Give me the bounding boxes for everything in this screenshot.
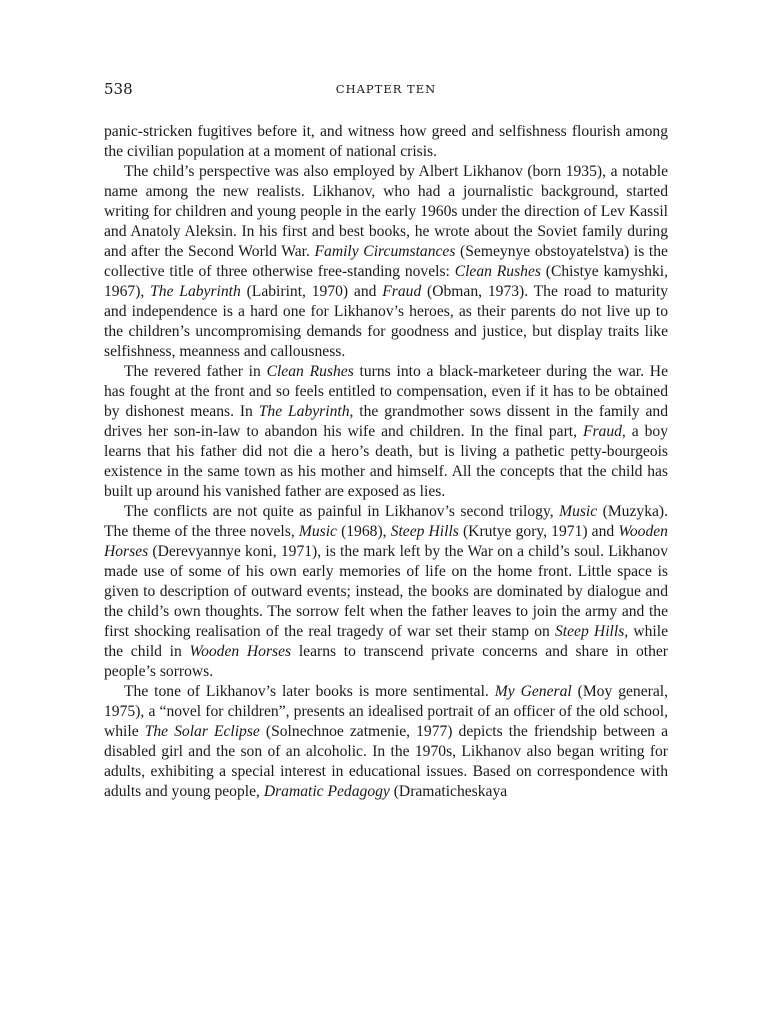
text-run: turns into a black-marketeer during the war. He has fought at the front and so feels entitled to compensation, even if it has to be obtained by dishonest means. In (104, 363, 668, 420)
italic-title: The Labyrinth (258, 403, 350, 420)
italic-title: Music (559, 503, 598, 520)
paragraph-3 (104, 362, 668, 502)
text-run: The tone of Likhanov’s later books is more sentimental. (124, 683, 495, 700)
body-text (104, 122, 668, 802)
italic-title: Wooden Horses (104, 523, 668, 560)
running-head (104, 80, 668, 102)
paragraph-5 (104, 682, 668, 802)
paragraph-4 (104, 502, 668, 682)
text-run: (Solnechnoe zatmenie, 1977) depicts the friendship between a disabled girl and the son of an alcoholic. In the 1970s, Likhanov also began writing for adults, exhibiting a special interest in educational issues. Based on correspondence with adults and young people, (104, 723, 668, 800)
text-run: The conflicts are not quite as painful in Likhanov’s second trilogy, (124, 503, 560, 520)
italic-title: The Solar Eclipse (144, 723, 260, 740)
text-run: (Labirint, 1970) and (240, 283, 383, 300)
text-run: (Krutye gory, 1971) and (458, 523, 619, 540)
text-run: , while the child in (104, 623, 668, 660)
page-number: 538 (104, 80, 133, 98)
paragraph-2 (104, 162, 668, 362)
text-run: (Obman, 1973). The road to maturity and independence is a hard one for Likhanov’s heroes, as their parents do not live up to the children’s uncompromising demands for goodness and justice, but display traits like selfishness, meanness and callousness. (104, 283, 668, 360)
text-run: (Derevyannye koni, 1971), is the mark left by the War on a child’s soul. Likhanov made use of some of his own early memories of life on the home front. Little space is given to description of outward events; instead, the books are dominated by dialogue and the child’s own thoughts. The sorrow felt when the father leaves to join the army and the first shocking realisation of the real tragedy of war set their stamp on (104, 543, 668, 640)
italic-title: Fraud (582, 423, 622, 440)
text-run: (Muzyka). The theme of the three novels, (104, 503, 669, 540)
italic-title: Steep Hills (390, 523, 459, 540)
text-run: panic-stricken fugitives before it, and witness how greed and selfishness flourish among the civilian population at a moment of national crisis. (104, 123, 668, 160)
text-run: (Semeynye obstoyatelstva) is the collective title of three otherwise free-standing novels: (104, 243, 668, 280)
italic-title: Steep Hills (554, 623, 625, 640)
book-page (104, 80, 668, 802)
text-run: (1968), (336, 523, 391, 540)
italic-title: Music (298, 523, 337, 540)
text-run: (Dramaticheskaya (389, 783, 508, 800)
text-run: The child’s perspective was also employed by Albert Likhanov (born 1935), a notable name among the new realists. Likhanov, who had a journalistic background, started writing for children and young people in the early 1960s under the direction of Lev Kassil and Anatoly Aleksin. In his first and best books, he wrote about the Soviet family during and after the Second World War. (104, 163, 668, 260)
italic-title: Family Circumstances (314, 243, 456, 260)
text-run: , a boy learns that his father did not die a hero’s death, but is living a pathetic petty-bourgeois existence in the same town as his mother and himself. All the concepts that the child has built up around his vanished father are exposed as lies. (104, 423, 668, 500)
italic-title: Fraud (382, 283, 422, 300)
italic-title: Wooden Horses (189, 643, 292, 660)
chapter-title: CHAPTER TEN (335, 82, 437, 96)
italic-title: My General (494, 683, 572, 700)
text-run: , the grandmother sows dissent in the family and drives her son-in-law to abandon his wife and children. In the final part, (104, 403, 668, 440)
text-run: The revered father in (124, 363, 267, 380)
italic-title: The Labyrinth (150, 283, 241, 300)
text-run: learns to transcend private concerns and share in other people’s sorrows. (104, 643, 668, 680)
italic-title: Clean Rushes (266, 363, 354, 380)
text-run: (Moy general, 1975), a “novel for children”, presents an idealised portrait of an officer of the old school, while (104, 683, 668, 740)
italic-title: Dramatic Pedagogy (263, 783, 390, 800)
paragraph-1 (104, 122, 668, 162)
italic-title: Clean Rushes (454, 263, 541, 280)
text-run: (Chistye kamyshki, 1967), (104, 263, 668, 300)
